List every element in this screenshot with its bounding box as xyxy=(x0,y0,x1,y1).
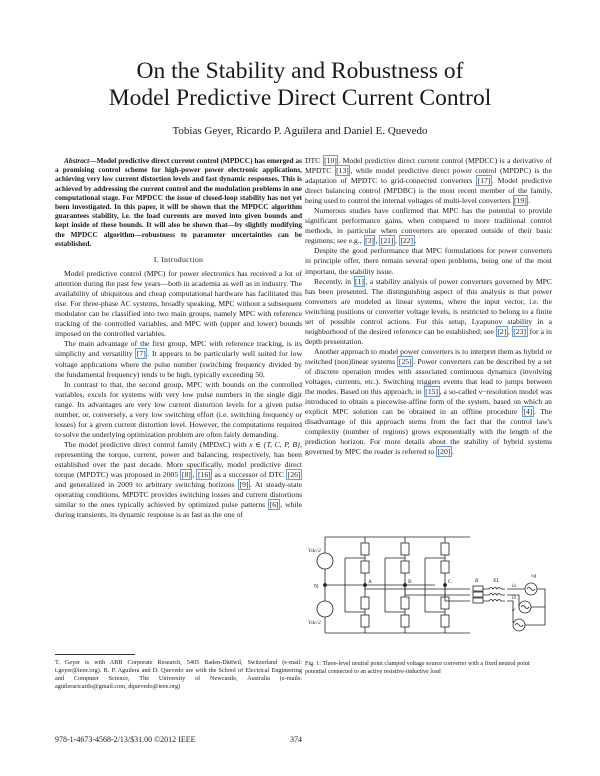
current-a-label: ia xyxy=(512,584,516,589)
neutral-label: N xyxy=(314,584,319,590)
citation-link[interactable]: [7] xyxy=(136,349,146,359)
citation-link[interactable]: [8] xyxy=(181,470,191,480)
citation-link[interactable]: [20] xyxy=(437,447,451,457)
text-span: as a successor of DTC xyxy=(212,470,287,480)
load-inductors xyxy=(483,588,505,602)
right-paragraph-3: Despite the good performance that MPC formulations for power converters in principle offer, there remain several open problems, being one of the most important, the stability issue. xyxy=(305,246,552,276)
abstract-text: —Model predictive direct current control (MPDCC) has emerged as a promising control scheme for high-power power electronic applications, achieving very low current distortion levels and fast dynamic responses. This is achieved by addressing the current control and the modulation problems in one computational stage. For MPDCC the issue of closed-loop stability has not yet been investigated. In this paper, it will be shown that the MPDCC algorithm guarantees stability, i.e. the load currents are moved into given bounds and kept inside of these bounds. It will also be shown that—by slightly modifying the MPDCC algorithm—robustness to parameter uncertainties can be established. xyxy=(55,156,302,248)
title-line-2: Model Predictive Direct Current Control xyxy=(108,85,492,111)
section-heading-introduction: I. Introduction xyxy=(153,255,204,265)
citation-link[interactable]: [2] xyxy=(497,326,507,336)
current-b-label: ib xyxy=(512,596,516,601)
footnote-rule xyxy=(55,654,135,655)
text-span: . The disadvantage of this approach stems from the fact that the control law's complexity (number of regions) grows exponentially with the length of the prediction horizon. For more details about the stability of hybrid systems governed by MPC the reader is referred to xyxy=(305,407,552,457)
citation-link[interactable]: [17] xyxy=(477,176,491,186)
text-span: for a in depth presentation. xyxy=(305,326,552,346)
text-span: , xyxy=(395,236,399,246)
text-span: , while during transients, its dynamic response is as fast as the one of xyxy=(55,500,303,520)
abstract xyxy=(55,156,302,248)
text-span: and generalized in 2009 to arbitrary switching horizons xyxy=(55,480,239,490)
circuit-figure xyxy=(305,525,552,645)
load-line-b xyxy=(405,585,470,595)
left-paragraph-1: Model predictive control (MPC) for power electronics has received a lot of attention during the past few years—both in academia as well as in industry. The availability of ubiquitous and cheap computational hardware has facilitated this rise. For three-phase AC systems, broadly speaking, MPC without a subsequent modulator can be classified into two main groups, namely MPC with reference tracking of the controlled variables, and MPC with (upper and lower) bounds imposed on the controlled variables. xyxy=(55,269,302,339)
phase-a-label: A xyxy=(368,579,372,585)
phase-b-label: B xyxy=(408,579,412,585)
citation-link[interactable]: [15] xyxy=(425,387,439,397)
citation-link[interactable]: [10] xyxy=(324,156,337,165)
right-paragraph-5 xyxy=(305,347,552,458)
dc-source-upper xyxy=(317,553,333,569)
npc-converter-schematic xyxy=(305,525,552,645)
title-line-1: On the Stability and Robustness of xyxy=(136,58,464,84)
text-span: Recently, in xyxy=(314,276,354,286)
text-span: , a stability analysis of power converters governed by MPC has been presented. The distinguishing aspect of this analysis is that power converters are modeled as linear systems, where the input vector, i.e. the switching positions or converter voltage levels, is restricted to belong to a finite set of possible control actions. For this setup, Lyapunov stability in a neighborhood of the desired reference can be established; see xyxy=(305,276,552,336)
right-paragraph-1 xyxy=(305,156,552,206)
text-span: , while model predictive direct power control (MPDPC) is the adaptation of MPDTC to grid-connected converters xyxy=(305,166,552,186)
figure-caption: Fig. 1: Three-level neutral point clamped voltage source converter with a fixed neutral point potential connected to an active resistive-inductive load xyxy=(305,661,530,675)
text-span: The model predictive direct control family (MPDxC) with xyxy=(64,439,250,449)
footer-isbn: 978-1-4673-4568-2/13/$31.00 ©2012 IEEE xyxy=(55,735,196,744)
citation-link[interactable]: [21] xyxy=(380,236,394,246)
text-span: , xyxy=(192,470,197,480)
load-resistors xyxy=(473,586,483,603)
author-list: Tobias Geyer, Ricardo P. Aguilera and Daniel E. Quevedo xyxy=(172,125,428,137)
right-paragraph-2 xyxy=(305,206,552,246)
left-paragraph-4 xyxy=(55,440,302,520)
text-span: Numerous studies have confirmed that MPC has the potential to provide significant performance gains, when compared to more traditional control methods, in particular when converters are operated outside of their basic regimens; see e.g., xyxy=(305,206,552,246)
resistance-label: R xyxy=(475,578,479,584)
phase-c-label: C xyxy=(448,579,452,585)
dc-source-lower xyxy=(317,601,333,617)
text-span: Another approach to model power converters is to interpret them as hybrid or switched (non)linear systems xyxy=(305,346,552,366)
vdc-lower-label: Vdc/2 xyxy=(308,620,321,626)
citation-link[interactable]: [4] xyxy=(523,407,533,417)
page-number: 374 xyxy=(290,735,302,744)
text-span: . It appears to be particularly well suited for low voltage applications where the pulse number (switching frequency divided by the fundamental frequency) tends to be high, typically exceeding 50. xyxy=(55,349,302,379)
load-line-a xyxy=(365,585,470,589)
citation-link[interactable]: [3] xyxy=(365,236,374,246)
abstract-label: Abstract xyxy=(64,156,90,165)
left-column xyxy=(55,156,302,520)
citation-link[interactable]: [13] xyxy=(336,166,349,176)
left-paragraph-3: In contrast to that, the second group, MPC with bounds on the controlled variables, excels for systems with very low pulse numbers in the single digit range. Its advantages are very low current distortion levels for a given pulse number, or, conversely, a very low switching effort (i.e. switching frequency or losses) for a given current distortion level. However, the computations required to solve the underlying optimization problem are often fairly demanding. xyxy=(55,379,302,439)
citation-link[interactable]: [1] xyxy=(355,276,364,286)
inductance-label: XL xyxy=(493,578,500,584)
text-span: . xyxy=(528,196,531,206)
text-span: , a so-called ν−resolution model was introduced to obtain a piecewise-affine form of the system, based on which an explicit MPC solution can be obtained in an offline procedure xyxy=(305,387,552,417)
text-span: , representing the torque, current, power and balancing, respectively, has been established over the past decade. More specifically, model predictive direct torque (MPDTC) was proposed in 2005 xyxy=(55,439,302,480)
text-span: . At steady-state operating conditions, MPDTC provides switching losses and current distortions similar to the ones typically achieved by optimized pulse patterns xyxy=(55,480,303,510)
text-span: DTC xyxy=(305,156,323,165)
citation-link[interactable]: [16] xyxy=(197,470,211,480)
footnote-text: T. Geyer is with ABB Corporate Research, 5405 Baden-Dättwil, Switzerland (e-mail: t.geyer@ieee.org). R. P. Aguilera and D. Quevedo are with the School of Electrical Engineering and Computer Science, The University of Newcastle, Australia (e-mails: aguileraricardo@gmail.com, dquevedo@ieee.org) xyxy=(55,659,302,691)
footnote xyxy=(55,659,302,691)
citation-link[interactable]: [6] xyxy=(269,500,279,510)
text-span: . Model predictive direct balancing control (MPDBC) is the most recent member of the family, being used to control the internal voltages of multi-level converters xyxy=(305,176,552,206)
grid-voltage-label: vg xyxy=(531,573,537,579)
citation-link[interactable]: [26] xyxy=(287,470,301,480)
neutral-node xyxy=(324,584,327,587)
paper-title xyxy=(0,58,600,112)
citation-link[interactable]: [25] xyxy=(398,356,412,366)
text-span: , xyxy=(507,326,512,336)
math-expression: x ∈ {T, C, P, B} xyxy=(249,439,301,449)
text-span: . Model predictive direct current control (MPDCC) is a derivative of MPDTC xyxy=(305,156,552,176)
right-paragraph-4 xyxy=(305,277,552,347)
right-column xyxy=(305,156,552,457)
text-span: . xyxy=(414,236,417,246)
text-span: The main advantage of the first group, MPC with reference tracking, is its simplicity and versatility xyxy=(55,339,302,359)
citation-link[interactable]: [23] xyxy=(513,326,527,336)
vdc-upper-label: Vdc/2 xyxy=(308,548,321,554)
current-c-label: ic xyxy=(512,608,516,613)
text-span: , xyxy=(375,236,380,246)
text-span: . xyxy=(451,447,454,457)
text-span: . Power converters can be described by a set of discrete operation modes with associated continuous dynamics (involving voltages, currents, etc.). Switching triggers events that lead to jumps between the modes. Based on this approach, in xyxy=(305,356,552,397)
citation-link[interactable]: [22] xyxy=(400,236,414,246)
left-paragraph-2 xyxy=(55,339,302,379)
citation-link[interactable]: [19] xyxy=(514,196,527,206)
citation-link[interactable]: [9] xyxy=(239,480,249,490)
